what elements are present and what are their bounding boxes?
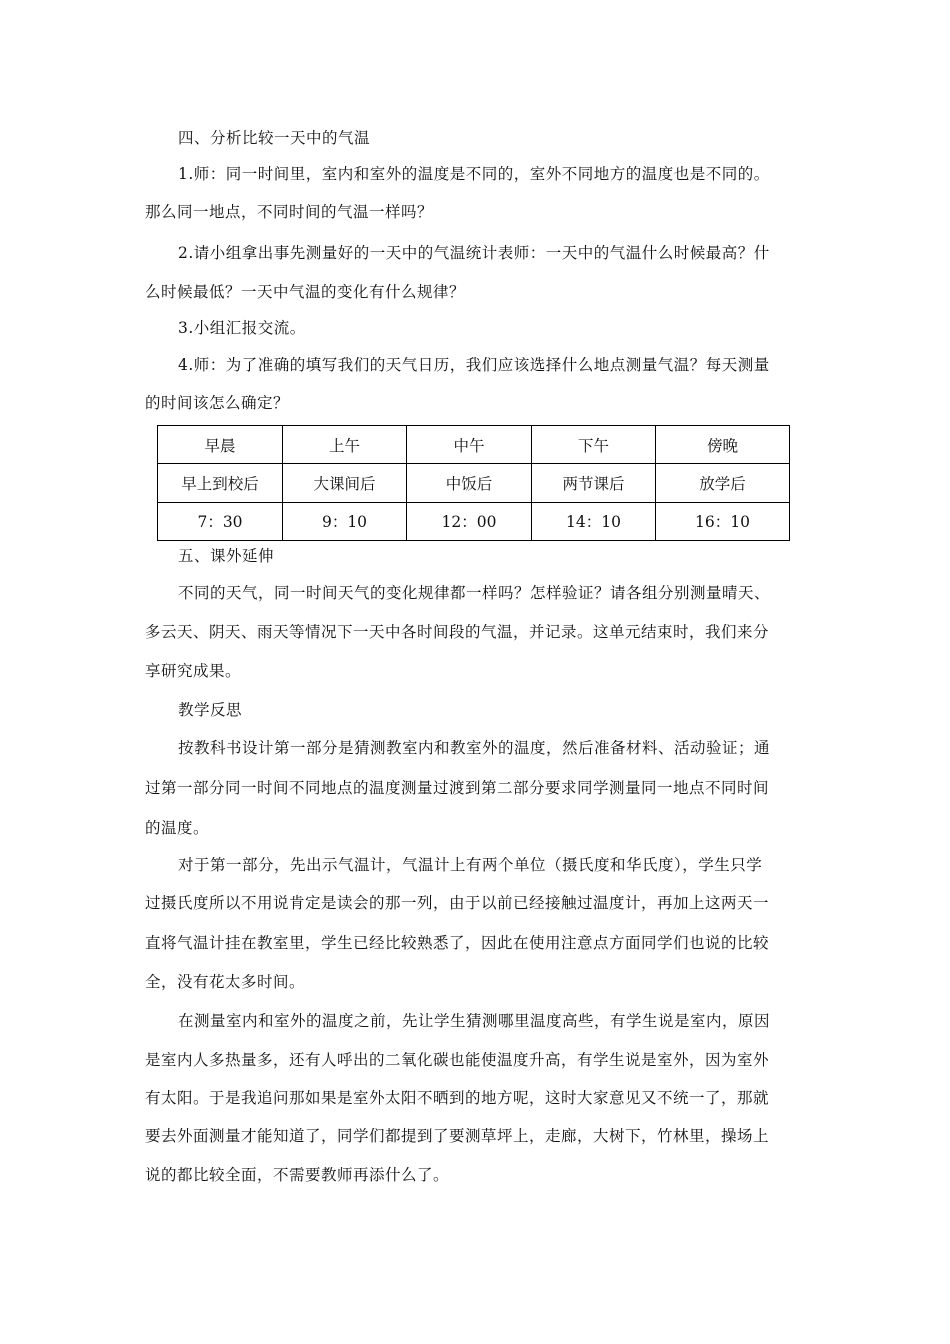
paragraph-3: 3.小组汇报交流。	[178, 319, 306, 337]
reflection-heading: 教学反思	[178, 701, 243, 719]
table-cell: 放学后	[656, 464, 790, 502]
reflection-para-3-line-1: 在测量室内和室外的温度之前，先让学生猜测哪里温度高些，有学生说是室内，原因	[178, 1012, 771, 1030]
table-row-time	[158, 502, 790, 540]
reflection-para-1-line-3: 的温度。	[145, 819, 210, 837]
table-row-period	[158, 426, 790, 464]
section-5-line-2: 多云天、阴天、雨天等情况下一天中各时间段的气温，并记录。这单元结束时，我们来分	[145, 623, 770, 641]
reflection-para-2-line-1: 对于第一部分，先出示气温计，气温计上有两个单位（摄氏度和华氏度），学生只学	[178, 856, 763, 874]
reflection-para-3-line-2: 是室内人多热量多，还有人呼出的二氧化碳也能使温度升高，有学生说是室外，因为室外	[145, 1051, 770, 1069]
table-cell: 9：10	[283, 502, 407, 540]
table-cell: 7：30	[158, 502, 283, 540]
paragraph-1-line-2: 那么同一地点，不同时间的气温一样吗？	[145, 203, 434, 221]
section-5-line-1: 不同的天气，同一时间天气的变化规律都一样吗？怎样验证？请各组分别测量晴天、	[178, 584, 771, 602]
table-row-moment	[158, 464, 790, 502]
reflection-para-3-line-5: 说的都比较全面，不需要教师再添什么了。	[145, 1166, 450, 1184]
measurement-schedule-table	[157, 425, 790, 541]
reflection-para-2-line-2: 过摄氏度所以不用说肯定是读会的那一列，由于以前已经接触过温度计，再加上这两天一	[145, 894, 770, 912]
table-cell: 16：10	[656, 502, 790, 540]
paragraph-1-line-1: 1.师：同一时间里，室内和室外的温度是不同的，室外不同地方的温度也是不同的。	[178, 165, 770, 183]
section-4-heading: 四、分析比较一天中的气温	[178, 129, 371, 147]
table-cell: 早上到校后	[158, 464, 283, 502]
paragraph-4-line-2: 的时间该怎么确定？	[145, 394, 290, 412]
table-cell: 中饭后	[407, 464, 532, 502]
section-5-heading: 五、课外延伸	[178, 547, 275, 565]
section-5-line-3: 享研究成果。	[145, 662, 242, 680]
reflection-para-3-line-3: 有太阳。于是我追问那如果是室外太阳不晒到的地方呢，这时大家意见又不统一了，那就	[145, 1089, 770, 1107]
paragraph-2-line-1: 2.请小组拿出事先测量好的一天中的气温统计表师：一天中的气温什么时候最高？什	[178, 244, 770, 262]
table-cell: 中午	[407, 426, 532, 464]
reflection-para-1-line-2: 过第一部分同一时间不同地点的温度测量过渡到第二部分要求同学测量同一地点不同时间	[145, 779, 770, 797]
table-cell: 两节课后	[532, 464, 656, 502]
table-cell: 傍晚	[656, 426, 790, 464]
table-cell: 上午	[283, 426, 407, 464]
reflection-para-2-line-4: 全，没有花太多时间。	[145, 973, 306, 991]
table-cell: 大课间后	[283, 464, 407, 502]
table-cell: 12：00	[407, 502, 532, 540]
reflection-para-1-line-1: 按教科书设计第一部分是猜测教室内和教室外的温度，然后准备材料、活动验证；通	[178, 739, 771, 757]
paragraph-2-line-2: 么时候最低？一天中气温的变化有什么规律？	[145, 283, 466, 301]
paragraph-4-line-1: 4.师：为了准确的填写我们的天气日历，我们应该选择什么地点测量气温？每天测量	[178, 356, 770, 374]
table-cell: 早晨	[158, 426, 283, 464]
reflection-para-3-line-4: 要去外面测量才能知道了，同学们都提到了要测草坪上，走廊，大树下，竹林里，操场上	[145, 1127, 770, 1145]
table-cell: 14：10	[532, 502, 656, 540]
reflection-para-2-line-3: 直将气温计挂在教室里，学生已经比较熟悉了，因此在使用注意点方面同学们也说的比较	[145, 934, 770, 952]
table-cell: 下午	[532, 426, 656, 464]
